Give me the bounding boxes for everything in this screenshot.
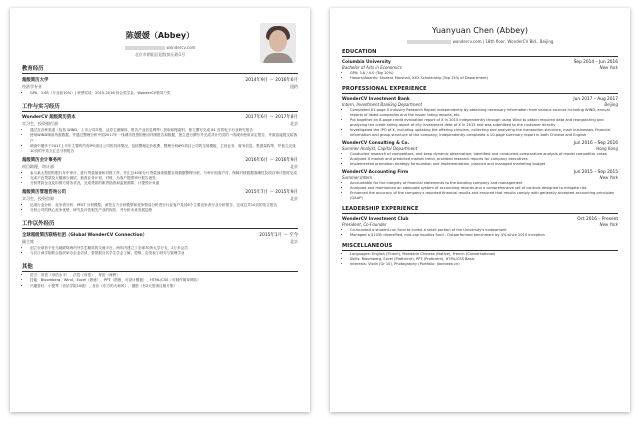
entry-subheader [22,84,298,90]
entry-role: Summer Analyst, Capital Department [342,146,418,151]
entry-date: 2016年6月 ～ 2016年9月 [245,157,298,163]
entry-subheader [342,222,618,227]
entry-bullets [22,128,298,154]
bullet-item: • 创立全球首个在当地联络海内外学生精英的交流平台，两年内建立了全球70所大学分支，2万多会员 [30,246,298,251]
entry-location: 北京 [290,238,298,244]
entry-location: New York [599,222,618,227]
resume-sections [22,64,298,289]
entry-header [22,157,298,163]
entry-location: New York [599,175,618,180]
entry-location: 纽约 [290,83,298,89]
bullet-item: • 分析贷款企业及担保方财务状况，完成贷款的职责抽查和监督测算，计提预计负债 [30,181,298,186]
entry-bullets [342,152,618,167]
bullet-item: • 通过在各种渠道（包括 WIND、上市公司年报、证券主流媒体、报告产业信息网等）获取和搜索料，独立撰写完成 61 页的电子行业研究报告 [30,128,298,133]
entry-subheader [22,164,298,170]
bullet-item: • Analyzed X market and predicted market trend, provided research reports for company executives [350,157,618,162]
entry-bullets [22,203,298,213]
entry-location: Hong Kong [596,146,618,151]
entry-role: President, Co-Founder [342,222,387,227]
entry-role: Bachelor of Arts in Economics [342,65,402,70]
entry-bullets [342,252,618,267]
contact-text: wondercv.com [166,45,196,50]
bullet-item: • 使用WIND调用所需数据，并通过整理分析中国2017年一线城市投资的使用详细报告和数据，独立进行撰写并完成共计约页的一线城市使用评定报告，并被直接提交给客户 [30,133,298,143]
entry-location: 北京 [290,195,298,201]
entry-header [342,60,618,65]
contact-text: wondercv.com | 18th floor, WonderCV Bld., Beijing [452,39,554,44]
entry-subheader [342,65,618,70]
bullet-item: • 与长江商学院联合组织举办企业访谈，带领数百名学生学会了解，思维，由发表了研究与管理学业 [30,251,298,256]
bullet-item: • Analyzed and maintained an adequate system of accounting records and a comprehensive set of controls designed to mitigate risk [350,186,618,191]
entry-subheader [342,175,618,180]
entry-subheader [22,196,298,202]
photo-face [269,30,287,52]
bullet-item: • Investigated the IPO of X, including updating the offering circulars, collecting and analyzing the transaction structure, main businesses, financial information and group structure of the company; independently completed a 10-page summary report in both Chinese and English [350,128,618,138]
entry-header [342,217,618,222]
bullet-item: • 调查中期多于2017上半年主要的约有IPO项目公司的具体情况，包括整理定价收费、整理分析IPO项目公司的交易模板、主营业务、财务信息、集团架构等，并独立完成10页的中英文汇总分析报告 [30,144,298,154]
entry-header [342,97,618,102]
entry-organization: 超级简历管理咨询公司 [22,189,66,195]
entry-bullets [342,71,618,81]
contact-line [342,39,618,44]
section-heading: 工作以外经历 [22,219,298,229]
section-heading: 工作与实习经历 [22,102,298,112]
entry-date: 2014年9月 ～ 2016年6月 [245,77,298,83]
entry-header [342,170,618,175]
entry-subheader [22,121,298,127]
resume-page-chinese [10,8,310,412]
entry-date: Oct 2016 – Present [577,216,618,222]
entry-subheader [342,146,618,151]
bullet-item: • Languages: English (Fluent), Mandarin Chinese (Native), French (Conversational) [350,252,618,257]
entry-role: Intern, Investment Banking Department [342,102,423,107]
redacted-contact [407,40,451,44]
bullet-item: • Managed a $105k diversified, mid-cap equities fund - Outperformed benchmark by 4% since 2010 inception [350,233,618,238]
redacted-contact [125,46,165,50]
entry-date: 2015年7月 ～ 2015年9月 [245,189,298,195]
entry-organization: WonderCV Consulting & Co. [342,140,410,146]
entry-location: 北京 [290,163,298,169]
entry-header [22,232,298,238]
bullet-item: • 分析公司的核心竞争优势，研究及评估相关产业的现状，并分析未来发展趋势 [30,208,298,213]
section-heading: LEADERSHIP EXPERIENCE [342,206,618,214]
entry-bullets [22,246,298,256]
entry-bullets [342,108,618,138]
entry-date: Jun 2017 – Aug 2017 [573,96,618,102]
bullet-item: • Implemented promotion strategy formulation and implementation, planned and managed marketing budget [350,162,618,167]
bullet-item: • 兴趣爱好：小提琴（音乐学院10级）、音乐（东方的大师风）、摄影（有2大型项目照片集） [30,284,298,289]
bullet-item: • Accountable for the integrity of financial statements to the bonding company and management [350,181,618,186]
entry-subheader [22,239,298,245]
entry-header [22,189,298,195]
entry-location: New York [599,65,618,70]
resume-sections [342,49,618,267]
bullet-item: • 参与某大型国有银行年中审计，进行贷款抽查和对账工作，并汇总40家分行贷款抽查数据实现数据整理分析，与审计组客户对，保障对账数据准确性及项目审计按时完成 [30,171,298,176]
address-line: 北京市朝阳区超级简历路1号 [134,52,186,57]
entry-role: Summer Intern [342,175,373,180]
entry-bullets [22,91,298,96]
bullet-item: • Skills: Bloomberg, Excel (Proficient), PPT (Proficient), HTML/CSS Basic [350,257,618,262]
entry-role: 实习生，投资银行部 [22,121,58,127]
entry-bullets [342,181,618,201]
bullet-item: • Co-founded a student-run fund to invest a small portion of the University's endowment [350,228,618,233]
resume-page-english [330,8,630,412]
bullet-item: • Enhanced the accuracy of the company's reported financial results and ensured that results comply with generally accepted accounting principles (GAAP) [350,191,618,201]
profile-photo [260,23,296,63]
bullet-item: • Honors/Awards: Student Marshall, XXX Scholarship (Top 15% of Department) [350,76,618,81]
entry-date: 2017年6月 ～ 2017年8月 [245,115,298,121]
entry-header [342,141,618,146]
bullet-item: • Put together an 8-page credit evaluation report of X in 2015 independently through using Wind to obtain required data and reorganizing and analyzing the credit rating report of city investment debt of X in 2015 and was submitted to the customer directly [350,118,618,128]
bullet-item: • GPA：3.65（专业前10%）| 荣誉奖项：2015-2016 综合奖学金、WonderCV领导力奖 [30,91,298,96]
entry-bullets [22,273,298,289]
section-heading: EDUCATION [342,49,618,57]
entry-location: 北京 [290,121,298,127]
resume-name: Yuanyuan Chen (Abbey) [431,26,529,35]
section-heading: MISCELLANEOUS [342,243,618,251]
entry-date: Jun 2015 – Sep 2015 [573,169,618,175]
entry-organization: WonderCV Investment Club [342,216,409,222]
entry-organization: WonderCV Accounting Firm [342,169,409,175]
entry-subheader [342,102,618,107]
contact-line [22,45,298,50]
bullet-item: • 语言：英语（母语水平）、法语（母语）、粤语（流利） [30,273,298,278]
entry-date: Jun 2016 – Sep 2016 [573,140,618,146]
entry-organization: 全球超级简历联络社团（Global WonderCV Connection） [22,232,148,238]
bullet-item: • 运用行业分析、竞争者分析、PEST 分析模型，深挖五力分析模型和竞争格局分析进行行业客户及其6个主要竞争者行业分析报告，完成总共10页的英文报告 [30,203,298,208]
bullet-item: • Completed 61-page X Industry Research Report independently by obtaining necessary information from various sources including WIND, annual reports of listed companies and the issuer rating reports, etc. [350,108,618,118]
entry-organization: WonderCV 超级简历资本 [22,115,76,121]
bullet-item: • Conducted research of competitors, and keep dynamic observation; identified and conducted comparative analysis of model competitor cases [350,152,618,157]
entry-header [22,114,298,120]
bullet-item: • 技能：Bloomberg、Wind、Excel（熟练）、PPT（熟练，可设计模板）、HTML/CSS（可制作简单网站） [30,278,298,283]
bullet-item: • 完成不良贷款及大额减少测试，抽查业务计划，对账，为客户提供审计报告意见 [30,176,298,181]
entry-role: 副主席 [22,238,34,244]
resume-name: 陈媛媛（Abbey） [125,31,195,40]
entry-bullets [342,228,618,238]
section-heading: 教育经历 [22,64,298,74]
entry-role: 项目助理，审计部 [22,163,54,169]
entry-date: 2015年1月 ～ 至今 [259,232,298,238]
section-heading: PROFESSIONAL EXPERIENCE [342,86,618,94]
entry-header [22,77,298,83]
entry-organization: 超级简历会计事务所 [22,157,62,163]
entry-organization: WonderCV Investment Bank [342,96,410,102]
bullet-item: • GPA: 3.8 / 4.0 (Top 10%) [350,71,618,76]
entry-location: Beijing [604,102,618,107]
entry-organization: Columbia University [342,59,391,65]
photo-body [263,53,293,63]
entry-bullets [22,171,298,187]
section-heading: 其他 [22,262,298,272]
bullet-item: • Interests: Violin (Gr 10), Photography (Portfolio: jianhieke.cn) [350,262,618,267]
entry-role: 经济学专业 [22,83,42,89]
entry-role: 实习生，投资咨询 [22,195,54,201]
entry-date: Sep 2014 – Jun 2016 [573,59,618,65]
entry-organization: 超级简历大学 [22,77,49,83]
